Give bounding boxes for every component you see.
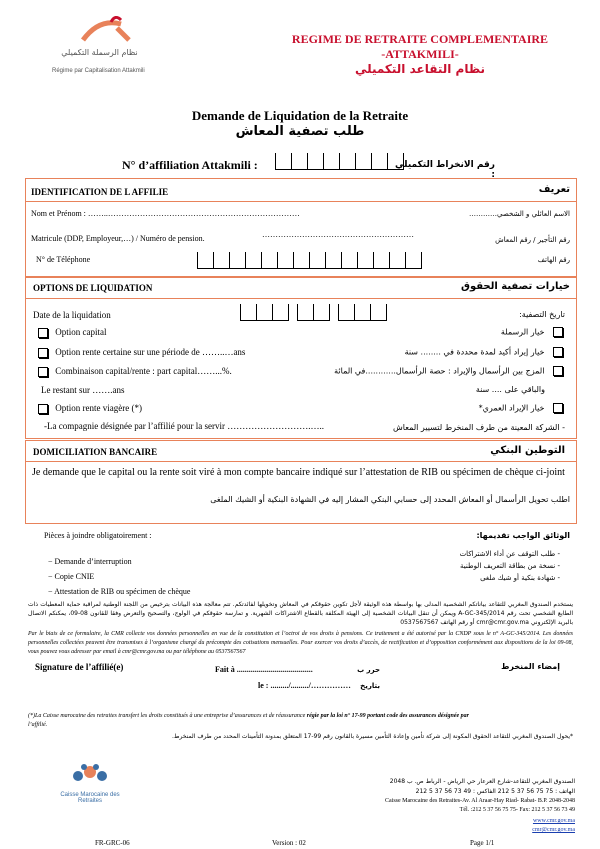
- identification-header-arabic: تعريف: [538, 184, 570, 195]
- option-rente-certaine-checkbox-arabic[interactable]: [553, 347, 563, 357]
- options-header-arabic: خيارات تصفية الحقوق: [461, 281, 570, 292]
- option-capital-checkbox[interactable]: [38, 328, 48, 338]
- option-capital-checkbox-arabic[interactable]: [553, 327, 563, 337]
- regime-title: REGIME DE RETRAITE COMPLEMENTAIRE: [291, 32, 549, 46]
- attakmili-logo-mark: [77, 16, 137, 46]
- piece-item-arabic: - نسخة من بطاقة التعريف الوطنية: [460, 562, 560, 570]
- fait-a-label-arabic: حرر ب: [357, 666, 380, 674]
- form-reference: FR-GRC-06: [95, 839, 130, 847]
- restant-label-arabic: والباقي على .... سنة: [475, 385, 545, 394]
- matricule-label-arabic: رقم التأجير / رقم المعاش: [495, 236, 570, 244]
- fait-a-field[interactable]: Fait à ......................................: [215, 665, 313, 674]
- cmr-logo-text: Caisse Marocaine des Retraites: [60, 792, 120, 804]
- logo-arabic-text: نظام الرسملة التكميلي: [61, 48, 138, 57]
- footnote-french-bold: régie par la loi n° 17-99 portant code des assurances désignée par: [306, 713, 469, 719]
- date-field[interactable]: le : ........./........./……………: [258, 681, 351, 690]
- domiciliation-text: Je demande que le capital ou la rente soit viré à mon compte bancaire indiqué sur l’attestation de RIB ou spécimen de chèque ci-joint: [32, 467, 565, 478]
- page-number: Page 1/1: [470, 839, 495, 847]
- option-viagere-row: [38, 403, 142, 414]
- option-combinaison-checkbox[interactable]: [38, 367, 48, 377]
- option-viagere-checkbox-arabic[interactable]: [553, 403, 563, 413]
- option-viagere-label-arabic: خيار الإيراد العمري*: [478, 403, 545, 413]
- option-combinaison-label: Combinaison capital/rente : part capital……...%.: [55, 366, 232, 376]
- address-arabic-line2: الهاتف : 75 75 56 37 5 212 الفاكس : 49 73 56 37 5 212: [415, 788, 575, 795]
- matricule-label: Matricule (DDP, Employeur,…) / Numéro de pension.: [31, 234, 205, 243]
- piece-item: − Demande d’interruption: [48, 557, 132, 566]
- identification-divider: [25, 201, 576, 202]
- name-label-arabic: الاسم العائلي و الشخصي…………: [469, 210, 570, 218]
- options-divider: [25, 298, 576, 299]
- signature-label-arabic: إمضاء المنخرط: [501, 662, 560, 671]
- pieces-list: [48, 554, 190, 599]
- domiciliation-divider: [25, 461, 576, 462]
- option-capital-label: Option capital: [55, 327, 107, 337]
- domiciliation-text-arabic: اطلب تحويل الرأسمال أو المعاش المحدد إلى حسابي البنكي المشار إليه في الشهادة البنكية أو الشيك الملغى: [210, 495, 570, 504]
- option-combinaison-arabic-row: [290, 366, 563, 376]
- footnote-french-text: (*)La Caisse marocaine des retraites transfert les droits constitués à une entreprise d’assurances et de réassurance: [28, 713, 307, 719]
- name-field[interactable]: Nom et Prénom : ……..………………………………………………………………: [31, 209, 300, 218]
- document-title: Demande de Liquidation de la Retraite: [191, 108, 409, 123]
- option-capital-label-arabic: خيار الرسملة: [500, 327, 545, 337]
- phone-number-field[interactable]: [197, 252, 422, 269]
- pieces-list-arabic: [390, 548, 560, 584]
- regime-title-arabic: نظام التقاعد التكميلي: [354, 62, 486, 76]
- matricule-field[interactable]: …………………………………………………: [262, 230, 414, 239]
- options-section: [25, 277, 577, 439]
- signature-label: Signature de l’affilié(e): [35, 662, 124, 672]
- piece-item: − Copie CNIE: [48, 572, 95, 581]
- option-rente-certaine-checkbox[interactable]: [38, 348, 48, 358]
- domiciliation-header-arabic: التوطين البنكي: [490, 445, 565, 456]
- address-arabic-line1: الصندوق المغربي للتقاعد-شارع العرعار حي الرياض - الرباط ص. ب 2048: [389, 778, 575, 785]
- piece-item-arabic: - شهادة بنكية أو شيك ملغى: [480, 574, 560, 582]
- footnote-french: [28, 712, 573, 730]
- pieces-title: Pièces à joindre obligatoirement :: [44, 531, 152, 540]
- compagnie-label-arabic: - الشركة المعينة من طرف المنخرط لتسيير المعاش: [393, 423, 565, 432]
- footnote-french-end: l’affilié.: [28, 722, 48, 728]
- affiliation-label-arabic: رقم الانخراط التكميلي :: [395, 160, 495, 180]
- option-combinaison-label-arabic: المزج بين الرأسمال والإيراد : حصة الرأسمال............في المائة: [334, 366, 545, 376]
- email-link[interactable]: cmr@cmr.gov.ma: [532, 827, 575, 833]
- restant-label: Le restant sur …….ans: [41, 385, 125, 395]
- attakmili-logo: [52, 16, 147, 78]
- phone-label-arabic: رقم الهاتف: [537, 256, 570, 264]
- option-rente-certaine-label: Option rente certaine sur une période de ……..…ans: [55, 347, 246, 357]
- legal-notice-french: Par le biais de ce formulaire, la CMR collecte vos données personnelles en vue de la constitution et l’octroi de vos droits à pensions. Ce traitement a été autorisé par la CNDP sous le n° A-GC-345/2014. Les données personnelles collectées peuvent être transmises à l’organisme chargé du précompte des cotisations mensuelles. Pour exercer vos droits d’accès, de rectification et d’opposition conformément aux dispositions de la loi 09-08, vous pouvez vous adresser par email à cmr@cmr.gov.ma ou par téléphone au 0537567567: [28, 631, 573, 655]
- affiliation-number-field[interactable]: [275, 153, 404, 170]
- option-rente-certaine-row: [38, 347, 245, 358]
- piece-item: − Attestation de RIB ou spécimen de chèque: [48, 587, 191, 596]
- phone-label: N° de Téléphone: [36, 255, 91, 264]
- option-viagere-checkbox[interactable]: [38, 404, 48, 414]
- option-viagere-arabic-row: [420, 403, 563, 413]
- date-label-arabic: بتاريخ: [360, 682, 380, 690]
- option-capital-arabic-row: [380, 327, 563, 337]
- affiliation-label: N° d’affiliation Attakmili :: [122, 158, 258, 172]
- liquidation-date-label-arabic: تاريخ التصفية:: [519, 310, 565, 319]
- pieces-title-arabic: الوثائق الواجب تقديمها:: [476, 531, 570, 540]
- domiciliation-header: DOMICILIATION BANCAIRE: [33, 447, 158, 457]
- document-title-arabic: طلب تصفية المعاش: [235, 124, 365, 139]
- options-header: OPTIONS DE LIQUIDATION: [33, 283, 153, 293]
- option-capital-row: [38, 327, 107, 338]
- address-french-line2: Tél. :212 5 37 56 75 75- Fax: 212 5 37 56 73 49: [459, 807, 575, 813]
- cmr-logo: [50, 762, 130, 812]
- compagnie-field[interactable]: -La compagnie désignée par l’affilié pour la servir ……………………….…..: [44, 421, 325, 431]
- option-viagere-label: Option rente viagère (*): [55, 403, 142, 413]
- option-combinaison-row: [38, 366, 232, 377]
- identification-header: IDENTIFICATION DE L AFFILIE: [31, 187, 169, 197]
- cmr-logo-mark: [70, 762, 110, 784]
- liquidation-date-field[interactable]: [240, 304, 387, 321]
- option-combinaison-checkbox-arabic[interactable]: [553, 366, 563, 376]
- footnote-arabic: *يحول الصندوق المغربي للتقاعد الحقوق المكونة إلى شركة تأمين وإعادة التأمين مسيرة بالقانون رقم 99-17 المتعلق بمدونة التأمينات المحدد من طرف المنخرط.: [172, 733, 573, 740]
- website-link[interactable]: www.cmr.gov.ma: [532, 818, 575, 824]
- liquidation-date-label: Date de la liquidation: [33, 310, 111, 320]
- option-rente-certaine-label-arabic: خيار إيراد أكيد لمدة محددة في ........ سنة: [404, 347, 545, 357]
- legal-notice-arabic: يستخدم الصندوق المغربي للتقاعد بياناتكم الشخصية المدلى بها بواسطة هذه الوثيقة لأجل تكوين حقوقكم في المعاش وتخويلها لفائدتكم. تتم معالجة هذه البيانات بترخيص من اللجنة الوطنية لمراقبة حماية المعطيات ذات الطابع الشخصي تحت رقم A-GC-345/2014 ويمكن أن تنقل البيانات الشخصية إلى الهيئة المكلفة بالقطاع الاشتراكات الشهرية. و تمارسة حقوقكم في الولوج، والتصحيح والتعرض وفقا للقانون 08-09، يمكنكم الاتصال بالبريد الإلكتروني cmr@cmr.gov.ma أو رقم الهاتف 0537567567: [28, 601, 574, 626]
- logo-french-text: Régime par Capitalisation Attakmili: [52, 68, 145, 74]
- piece-item-arabic: - طلب التوقف عن أداء الاشتراكات: [459, 550, 560, 558]
- option-rente-certaine-arabic-row: [340, 347, 563, 357]
- attakmili-subtitle: -ATTAKMILI-: [381, 47, 459, 61]
- address-french-line1: Caisse Marocaine des Retraites-Av. Al Araar-Hay Riad- Rabat- B.P. 2048-2048: [385, 798, 575, 804]
- form-version: Version : 02: [272, 839, 306, 847]
